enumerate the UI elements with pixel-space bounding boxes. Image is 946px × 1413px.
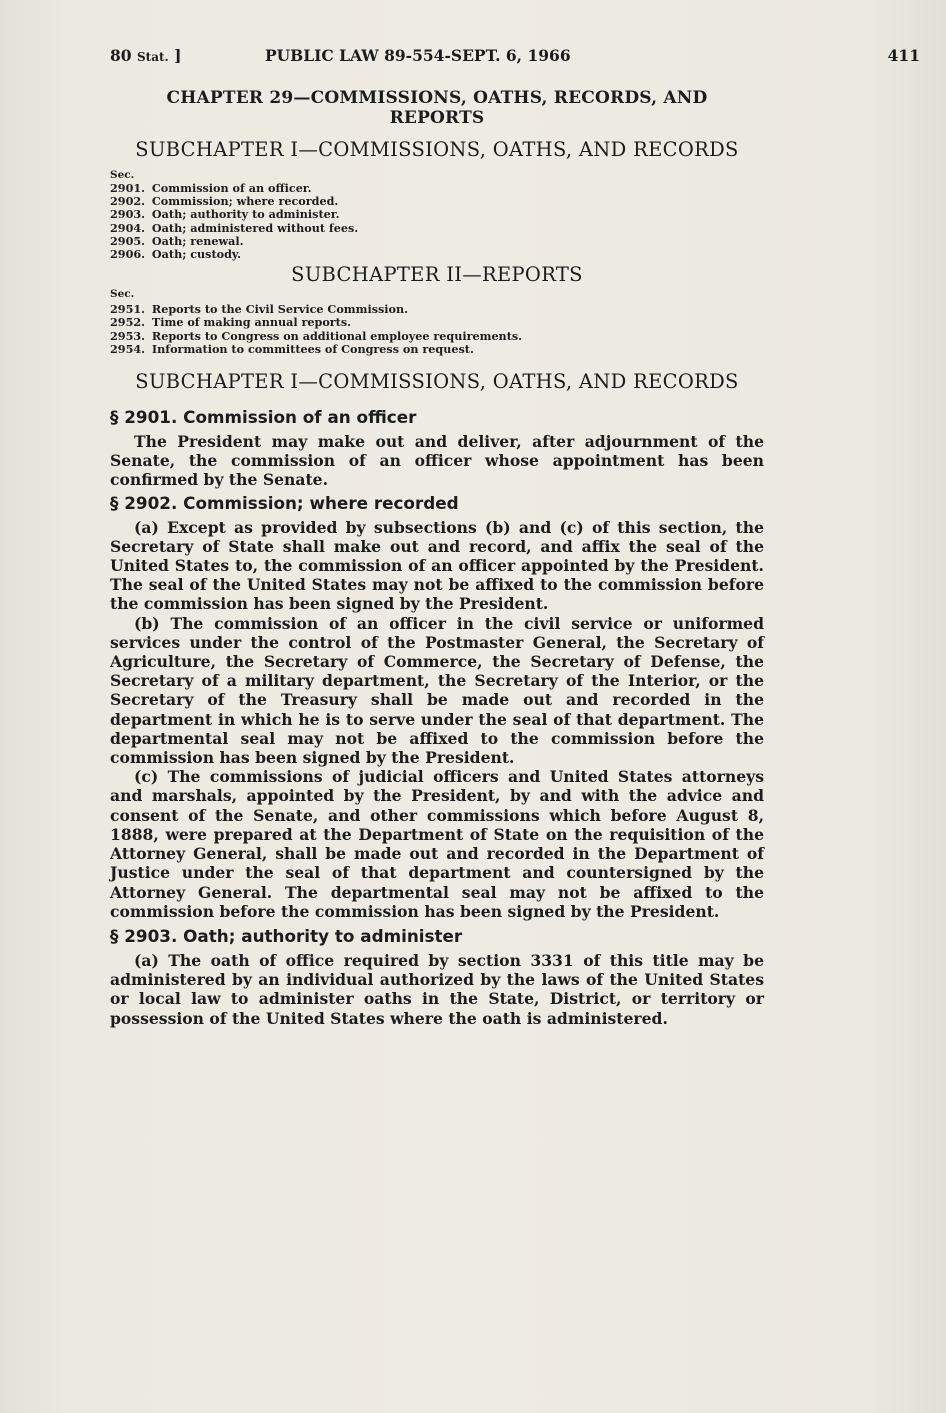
toc-subchapter-1-list: [110, 182, 764, 261]
page-number: 411: [887, 46, 920, 65]
toc-sec-label: Sec.: [110, 169, 135, 181]
section-2903-heading: § 2903. Oath; authority to administer: [110, 925, 463, 946]
toc-subchapter-2-title: SUBCHAPTER II—REPORTS: [291, 263, 583, 287]
section-2901-heading: § 2901. Commission of an officer: [110, 407, 417, 428]
toc-sec-label: Sec.: [110, 288, 135, 301]
toc-subchapter-1-title: SUBCHAPTER I—COMMISSIONS, OATHS, AND RECORDS: [135, 138, 739, 161]
subchapter-1-title: SUBCHAPTER I—COMMISSIONS, OATHS, AND RECORDS: [135, 370, 739, 394]
toc-subchapter-2-list: [110, 303, 764, 356]
running-header: [110, 46, 920, 68]
toc-item: 2952. Time of making annual reports.: [110, 315, 352, 330]
toc-item: 2951. Reports to the Civil Service Commission.: [110, 302, 409, 317]
section-2903-subsection-a: (a) The oath of office required by section 3331 of this title may be administered by an individual authorized by the laws of the United States or local law to administer oaths in the State, District, or territory or possession of the United States where the oath is administered.: [110, 950, 764, 1028]
statute-reference: 80 Stat. ]: [110, 46, 182, 65]
section-2902-subsection-a: (a) Except as provided by subsections (b) and (c) of this section, the Secretary of State shall make out and record, and affix the seal of the United States to, the commission of an officer appointed by the President. The seal of the United States may not be affixed to the commission before the commission has been signed by the President.: [110, 517, 764, 614]
section-2902-subsection-b: (b) The commission of an officer in the civil service or uniformed services under the control of the Postmaster General, the Secretary of Agriculture, the Secretary of Commerce, the Secretary of Defense, the Secretary of a military department, the Secretary of the Interior, or the Secretary of the Treasury shall be made out and recorded in the department in which he is to serve under the seal of that department. The departmental seal may not be affixed to the commission before the commission has been signed by the President.: [110, 613, 764, 768]
section-2902-heading: § 2902. Commission; where recorded: [110, 492, 459, 513]
toc-item: 2953. Reports to Congress on additional employee requirements.: [110, 328, 523, 343]
toc-item: 2901. Commission of an officer.: [110, 181, 312, 195]
section-2901-text: The President may make out and deliver, after adjournment of the Senate, the commission of an officer whose appointment has been confirmed by the Senate.: [110, 432, 764, 490]
toc-item: 2906. Oath; custody.: [110, 247, 242, 262]
toc-item: 2902. Commission; where recorded.: [110, 194, 339, 209]
page-content: [110, 88, 764, 1028]
law-title: PUBLIC LAW 89-554-SEPT. 6, 1966: [265, 46, 571, 65]
chapter-title: CHAPTER 29—COMMISSIONS, OATHS, RECORDS, AND REPORTS: [166, 88, 708, 128]
toc-item: 2905. Oath; renewal.: [110, 233, 244, 248]
toc-item: 2954. Information to committees of Congress on request.: [110, 341, 474, 356]
section-2902-subsection-c: (c) The commissions of judicial officers and United States attorneys and marshals, appointed by the President, by and with the advice and consent of the Senate, and other commissions which before August 8, 1888, were prepared at the Department of State on the requisition of the Attorney General, shall be made out and recorded in the Department of Justice under the seal of that department and countersigned by the Attorney General. The departmental seal may not be affixed to the commission before the commission has been signed by the President.: [110, 767, 764, 921]
toc-item: 2903. Oath; authority to administer.: [110, 207, 340, 222]
toc-item: 2904. Oath; administered without fees.: [110, 220, 359, 235]
